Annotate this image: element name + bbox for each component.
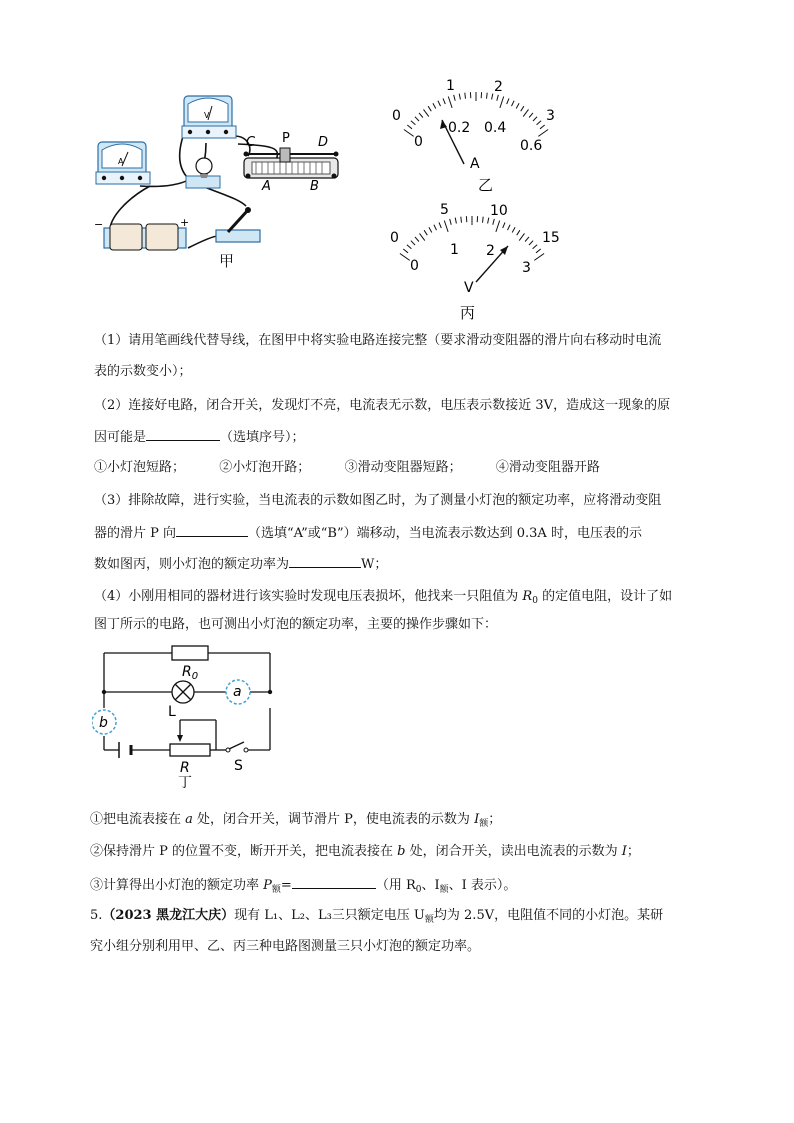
svg-text:b: b [99,715,108,731]
q2-options [94,458,600,478]
svg-text:0.2: 0.2 [448,120,471,136]
dial-tick [434,225,437,230]
svg-text:0: 0 [410,258,419,274]
svg-text:0: 0 [392,108,401,124]
dial-tick [521,106,524,111]
figure-ding-switch [226,742,248,752]
step-2: ②保持滑片 P 的位置不变，断开开关，把电流表接在 b 处，闭合开关，读出电流表的示数为 I； [90,844,640,859]
svg-text:2: 2 [494,79,503,95]
q1-line1: （1）请用笔画线代替导线，在图甲中将实验电路连接完整（要求滑动变阻器的滑片向右移动时电流 [94,333,662,348]
q2-option-4: ④滑动变阻器开路 [495,460,600,475]
dial-tick [529,241,533,245]
dial-tick [493,219,495,225]
svg-text:10: 10 [490,203,508,219]
dial-tick [461,217,462,223]
svg-text:乙: 乙 [478,176,494,194]
figure-yi-scale-ticks [404,92,548,136]
step-1: ①把电流表接在 a 处，闭合开关，调节滑片 P，使电流表的示数为 $I_额$； [90,812,502,829]
dial-tick [448,97,452,108]
figure-yi-ammeter-dial [380,76,580,198]
dial-tick [508,225,511,230]
dial-tick [455,218,456,224]
svg-text:1: 1 [446,78,455,94]
figure-ding-battery [119,742,131,758]
dial-tick [492,94,493,100]
dial-tick [400,254,410,261]
dial-tick [487,93,488,99]
figure-ding-lamp [172,681,194,703]
svg-text:5: 5 [440,202,449,218]
dial-tick [512,227,515,232]
svg-text:C: C [246,135,256,150]
dial-tick [424,230,427,235]
figure-jia-label: 甲 [219,252,235,270]
dial-tick [496,221,500,232]
dial-tick [516,103,519,108]
dial-tick [523,109,528,116]
dial-tick [538,130,548,137]
svg-text:S: S [234,758,243,774]
dial-tick [424,109,429,116]
q3-line2: 器的滑片 P 向 （选填“A”或“B”）端移动，当电流表示数达到 0.3A 时，电压表的示 [94,522,642,544]
svg-text:15: 15 [542,230,560,246]
dial-tick [503,222,505,228]
figure-ding-rheostat [170,735,210,756]
q1-line2: 表的示数变小）； [94,364,192,379]
q3-line1: （3）排除故障，进行实验，当电流表的示数如图乙时，为了测量小灯泡的额定功率，应将滑动变阻 [94,493,662,508]
step-3: ③计算得出小灯泡的额定功率 $P_额=$ （用 $R_0$、$I_额$、I 表示）。 [90,874,516,900]
q3-line3: 数如图丙，则小灯泡的额定功率为 W； [94,553,387,575]
svg-text:1: 1 [450,242,459,258]
dial-tick [512,101,515,106]
q5-line1: 5.（2023 黑龙江大庆）现有 L₁、L₂、L₃三只额定电压 $U_额$均为 2.5V，电阻值不同的小灯泡。某研 [90,908,664,925]
figure-ding-point-a [226,680,250,704]
svg-text:0.6: 0.6 [520,138,543,154]
dial-tick [443,98,445,104]
svg-text:+: + [180,216,190,229]
q2-option-1: ①小灯泡短路； [94,460,186,475]
figure-jia-circuit [88,88,358,273]
svg-text:0: 0 [390,230,399,246]
figure-ding-circuit [92,638,282,788]
dial-tick [529,113,533,118]
dial-tick [419,113,423,118]
figure-jia-ammeter [96,142,150,184]
dial-tick [454,95,456,101]
dial-tick [411,121,416,125]
figure-jia-switch [216,207,260,242]
q3-power-blank[interactable] [289,553,361,568]
svg-text:P: P [282,131,290,146]
dial-tick [407,125,412,129]
dial-tick [438,101,441,106]
dial-tick [459,94,460,100]
q2-line2: 因可能是 （选填序号）； [94,426,305,448]
dial-tick [411,241,415,245]
dial-tick [525,237,529,242]
svg-text:0: 0 [414,134,423,150]
svg-text:A: A [470,156,480,172]
svg-text:a: a [233,684,242,700]
q2-option-3: ③滑动变阻器短路； [344,460,462,475]
dial-tick [415,117,419,121]
svg-text:0.4: 0.4 [484,120,507,136]
svg-text:D: D [318,135,329,150]
dial-tick [533,117,537,121]
figure-bing-scale-ticks [400,216,544,260]
dial-tick [500,97,504,108]
dial-tick [439,222,441,228]
dial-tick [540,125,545,129]
q2-line1: （2）连接好电路，闭合开关，发现灯不亮，电流表无示数，电压表示数接近 3V，造成这一现象的原 [94,398,671,413]
dial-tick [517,230,520,235]
dial-tick [483,217,484,223]
dial-tick [537,121,542,125]
svg-text:V: V [464,280,474,296]
q5-line2: 究小组分别利用甲、乙、丙三种电路图测量三只小灯泡的额定功率。 [90,939,481,954]
q4-line1: （4）小刚用相同的器材进行该实验时发现电压表损坏，他找来一只阻值为 $R_0$ 的定值电阻，设计了如 [94,589,673,606]
figure-ding-r0 [172,646,208,660]
figure-ding-point-b [92,710,116,734]
svg-text:丁: 丁 [178,775,192,788]
dial-tick [497,95,499,101]
figure-jia-voltmeter [182,96,236,138]
dial-tick [533,245,538,249]
figure-jia-rheostat [244,131,339,194]
dial-tick [407,245,412,249]
dial-tick [404,130,414,137]
figure-jia-battery [94,216,189,250]
dial-tick [433,103,436,108]
q3-direction-blank[interactable] [176,522,248,537]
dial-tick [536,249,541,253]
svg-text:3: 3 [522,260,531,276]
svg-text:2: 2 [486,243,495,259]
dial-tick [444,221,448,232]
svg-text:A: A [262,179,271,194]
dial-tick [534,254,544,261]
svg-text:L: L [168,704,176,720]
dial-tick [519,233,524,240]
dial-tick [450,219,452,225]
q2-option-2: ②小灯泡开路； [219,460,311,475]
svg-text:V: V [204,111,210,120]
q2-answer-blank[interactable] [146,426,220,441]
figure-bing-voltmeter-dial [380,198,580,326]
svg-text:A: A [118,157,124,166]
dial-tick [428,106,431,111]
dial-tick [429,227,432,232]
svg-text:R: R [180,760,190,776]
svg-text:−: − [94,218,104,231]
dial-tick [415,237,419,242]
dial-tick [420,233,425,240]
dial-tick [465,93,466,99]
step3-formula-blank[interactable] [292,874,376,889]
dial-tick [403,249,408,253]
dial-tick [507,98,509,104]
q4-line2: 图丁所示的电路，也可测出小灯泡的额定功率，主要的操作步骤如下： [94,617,498,632]
dial-tick [488,218,489,224]
svg-text:3: 3 [546,108,555,124]
svg-text:丙: 丙 [460,304,476,322]
figure-jia-lamp [186,158,220,188]
svg-text:B: B [310,179,319,194]
svg-text:R0: $R_0$ [182,664,199,682]
